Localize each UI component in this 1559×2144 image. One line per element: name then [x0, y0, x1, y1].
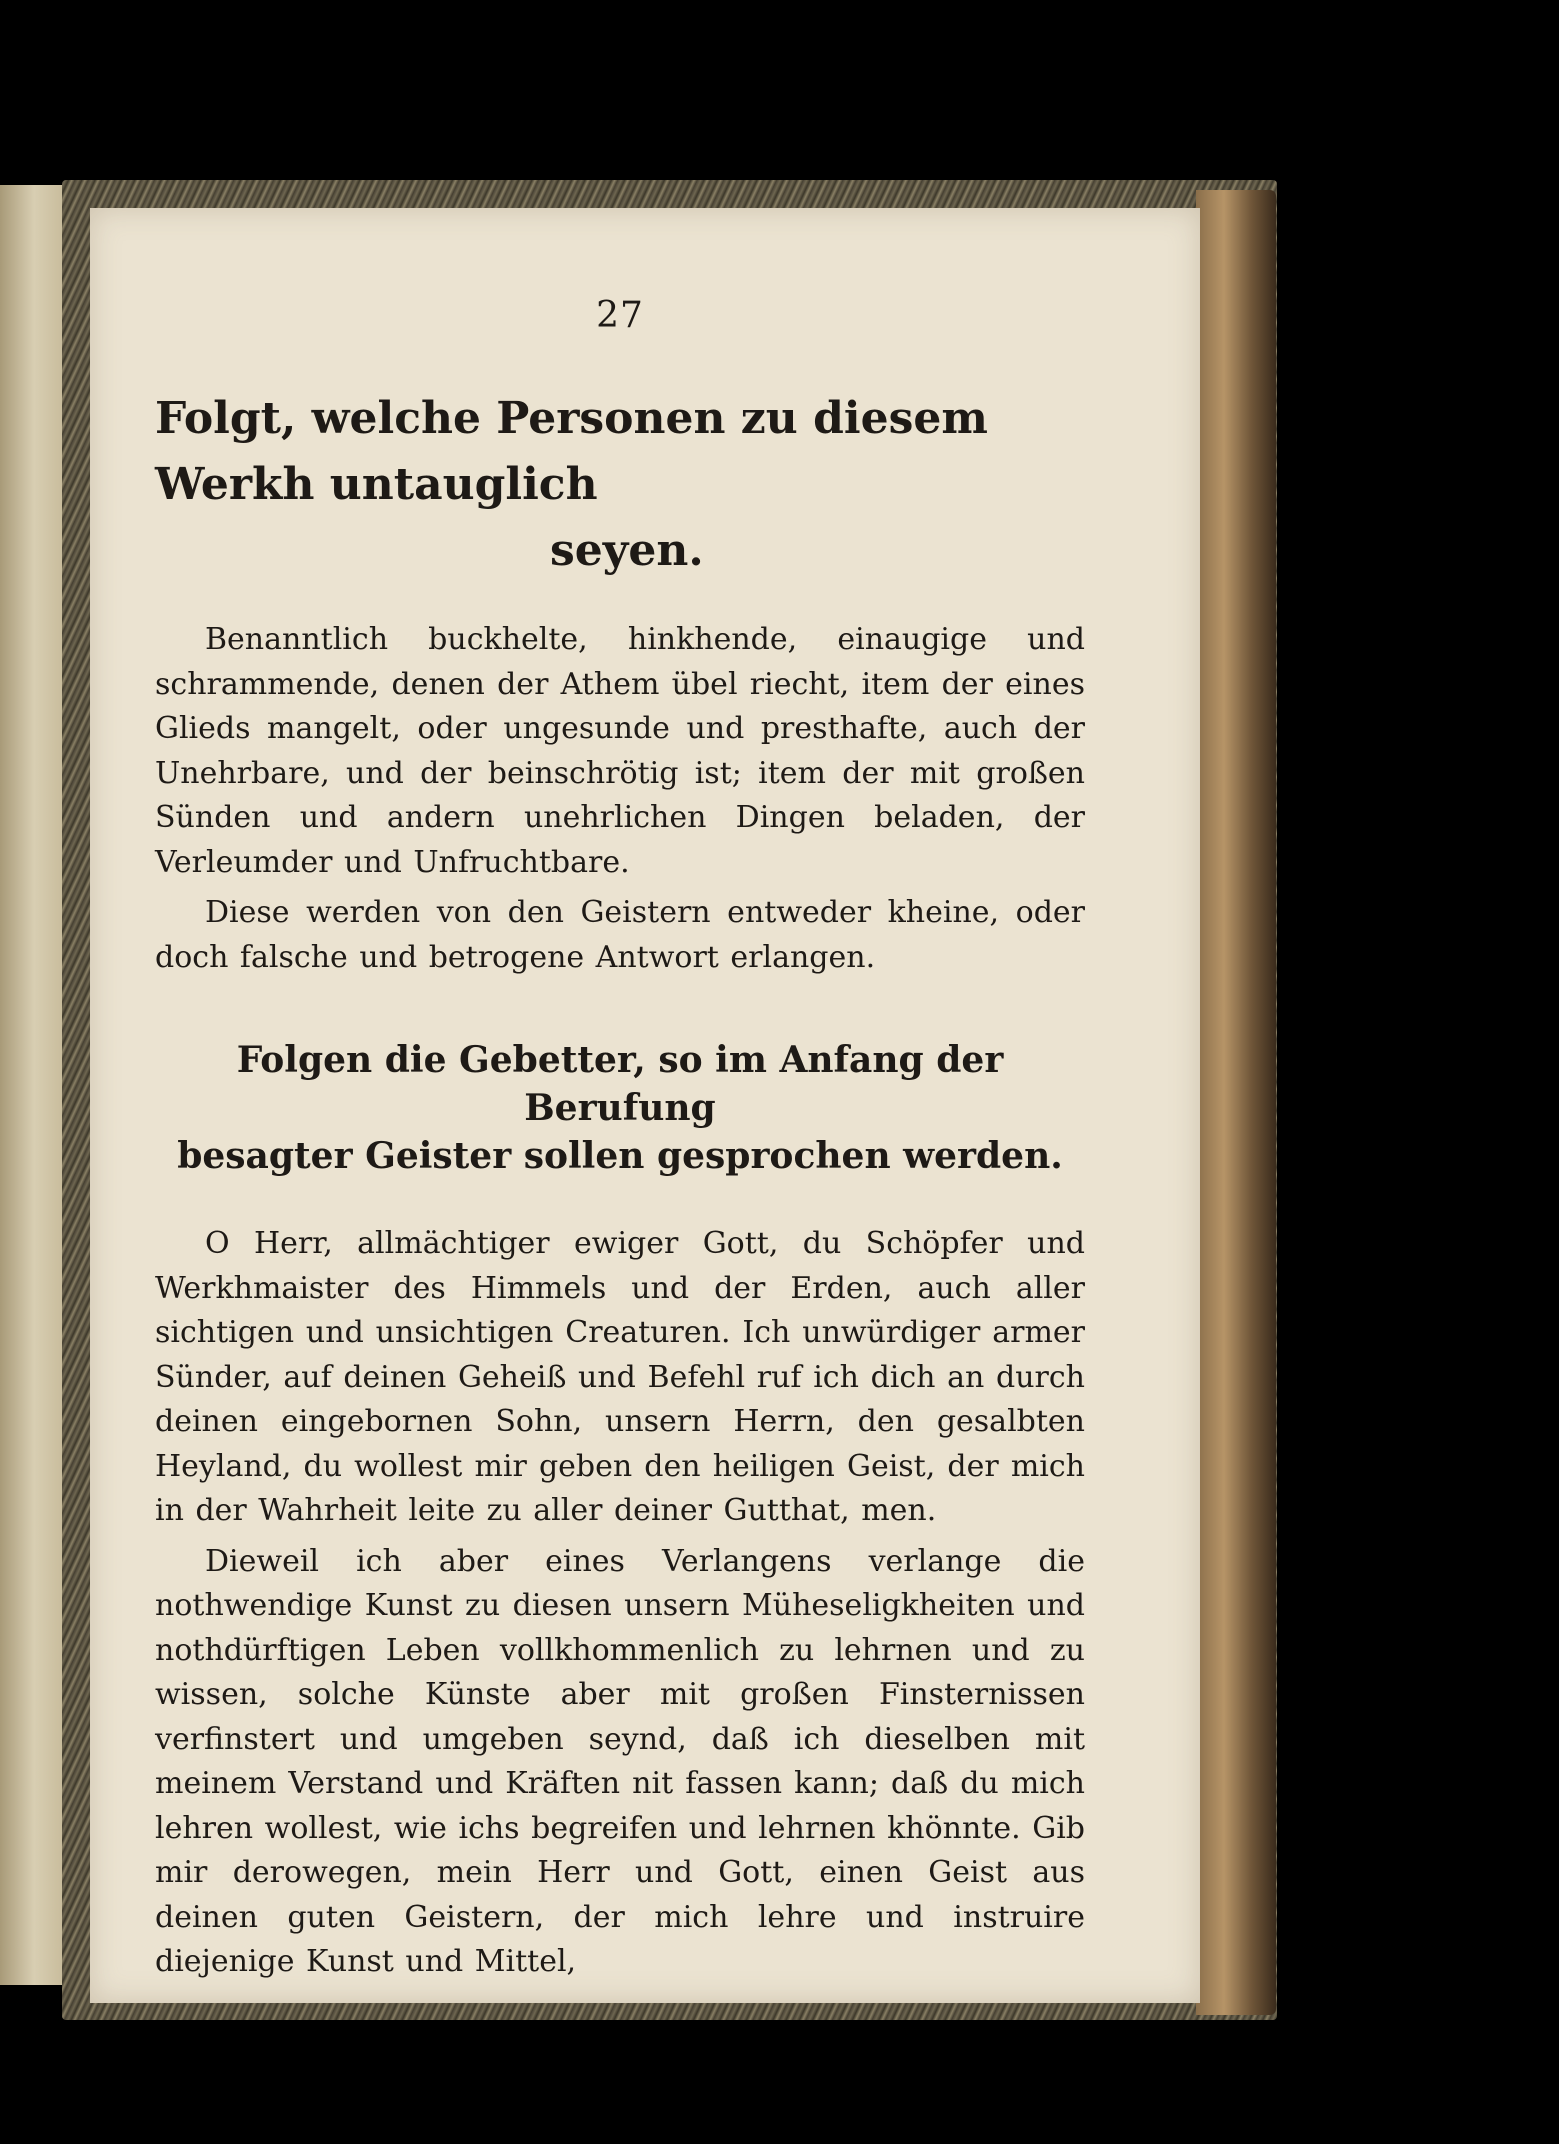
- paragraph: Dieweil ich aber eines Verlangens verlange die nothwendige Kunst zu diesen unsern Müheseligkheiten und nothdürftigen Leben vollkhommenlich zu lehrnen und zu wissen, solche Künste aber mit großen Finsternissen verfinstert und umgeben seynd, daß ich dieselben mit meinem Verstand und Kräften nit fassen kann; daß du mich lehren wollest, wie ichs begreifen und lehrnen khönnte. Gib mir derowegen, mein Herr und Gott, einen Geist aus deinen guten Geistern, der mich lehre und instruire diejenige Kunst und Mittel,: [155, 1543, 1085, 1979]
- page-number: 27: [596, 295, 644, 336]
- prayer-heading: [155, 1036, 1085, 1180]
- paragraph: Benanntlich buckhelte, hinkhende, einaugige und schrammende, denen der Athem übel riecht, item der eines Glieds mangelt, oder ungesunde und presthafte, auch der Unehrbare, und der beinschrötig ist; item der mit großen Sünden und andern unehrlichen Dingen beladen, der Verleumder und Unfruchtbare.: [155, 622, 1085, 880]
- cover-edge: [1196, 190, 1276, 2015]
- paragraph: Diese werden von den Geistern entweder kheine, oder doch falsche und betrogene Antwort erlangen.: [155, 895, 1085, 975]
- page-content: [155, 295, 1085, 1985]
- left-page-edge: [0, 185, 65, 1985]
- section-heading-line-2: seyen.: [550, 525, 704, 576]
- prayer-heading-line-2: besagter Geister sollen gesprochen werden.: [177, 1135, 1063, 1177]
- prayer-heading-line-1: Folgen die Gebetter, so im Anfang der Berufung: [236, 1039, 1004, 1129]
- section-heading-line-1: Folgt, welche Personen zu diesem Werkh untauglich: [155, 393, 988, 510]
- paragraph: O Herr, allmächtiger ewiger Gott, du Schöpfer und Werkhmaister des Himmels und der Erden, auch aller sichtigen und unsichtigen Creaturen. Ich unwürdiger armer Sünder, auf deinen Geheiß und Befehl ruf ich dich an durch deinen eingebornen Sohn, unsern Herrn, den gesalbten Heyland, du wollest mir geben den heiligen Geist, der mich in der Wahrheit leite zu aller deiner Gutthat, men.: [155, 1226, 1085, 1528]
- section-heading: [155, 386, 1085, 584]
